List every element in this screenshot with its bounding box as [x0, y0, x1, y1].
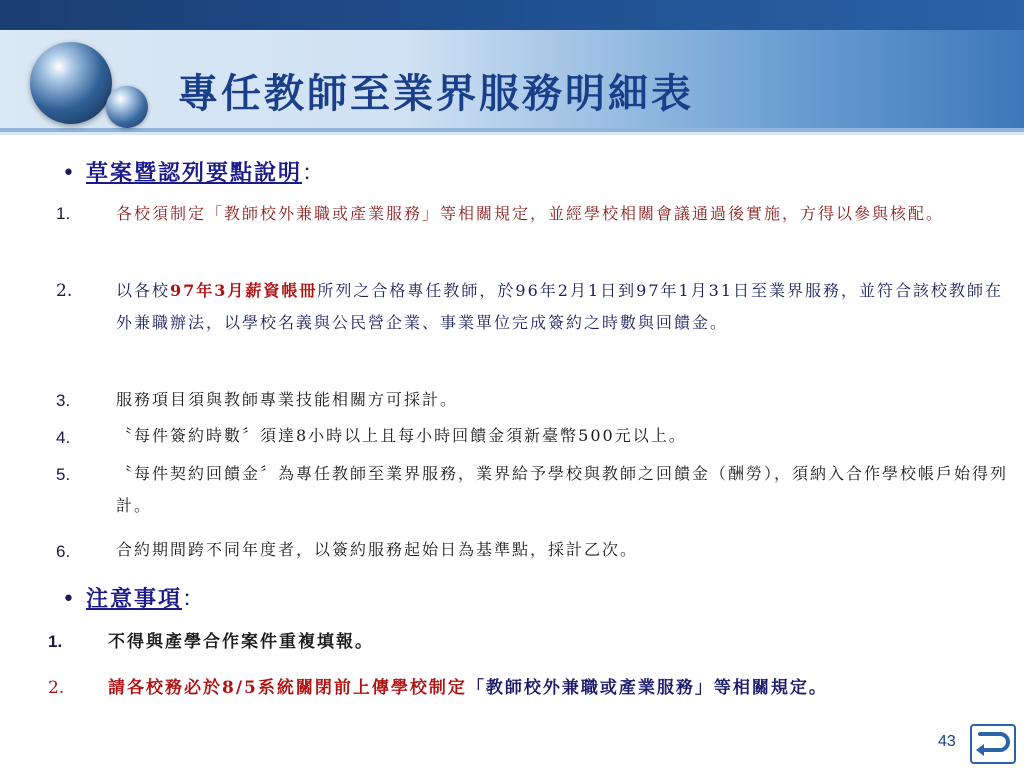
- slide-header: [0, 0, 1024, 135]
- back-button[interactable]: [970, 724, 1016, 764]
- item-number: 1.: [56, 204, 71, 223]
- section-heading-label: 注意事項: [86, 586, 183, 612]
- note-number: 1.: [48, 632, 63, 651]
- return-arrow-icon: [972, 726, 1014, 762]
- section-heading-notes: [62, 582, 204, 613]
- note-text-blue: 「教師校外兼職或產業服務」等相關規定。: [466, 678, 828, 698]
- decorative-orb-large: [30, 42, 112, 124]
- item-number: 4.: [56, 428, 71, 447]
- list-item: 各校須制定「教師校外兼職或產業服務」等相關規定，並經學校相關會議通過後實施，方得以參與核配。: [116, 204, 945, 223]
- item-number: 3.: [56, 391, 71, 410]
- header-top-bar: [0, 0, 1024, 30]
- header-divider: [0, 128, 1024, 132]
- list-item: 〝每件契約回饋金〞為專任教師至業界服務，業界給予學校與教師之回饋金（酬勞），須納入合作學校帳戶始得列計。: [116, 464, 1009, 515]
- item-number: 2.: [56, 281, 73, 301]
- section-heading-label: 草案暨認列要點說明: [86, 160, 303, 186]
- note-number: 2.: [48, 678, 65, 698]
- item-number: 5.: [56, 465, 71, 484]
- list-item: 合約期間跨不同年度者，以簽約服務起始日為基準點，採計乙次。: [116, 540, 639, 559]
- section-heading-colon: ：: [302, 161, 325, 186]
- section-heading-colon: ：: [182, 587, 205, 612]
- item-text-post: 所列之合格專任教師，於96年2月1日到97年1月31日至業界服務，並符合該校教師在外兼職辦法，以學校名義與公民營企業、事業單位完成簽約之時數與回饋金。: [116, 281, 1004, 332]
- list-item: 〝每件簽約時數〞須達8小時以上且每小時回饋金須新臺幣500元以上。: [116, 426, 687, 445]
- slide-title: 專任教師至業界服務明細表: [178, 70, 694, 117]
- note-text-red: 請各校務必於8/5系統關閉前上傳學校制定: [108, 678, 467, 698]
- section-heading-guidelines: [62, 156, 324, 187]
- item-text-highlight: 97年3月薪資帳冊: [170, 281, 318, 300]
- item-text-pre: 以各校: [116, 281, 171, 300]
- note-item: [108, 670, 998, 706]
- bullet-dot: •: [62, 161, 75, 186]
- decorative-orb-small: [106, 86, 148, 128]
- note-item: 不得與產學合作案件重複填報。: [108, 632, 374, 652]
- item-number: 6.: [56, 542, 71, 561]
- bullet-dot: •: [62, 587, 75, 612]
- page-number: 43: [938, 733, 956, 750]
- list-item: 服務項目須與教師專業技能相關方可採計。: [116, 390, 459, 409]
- list-item: [116, 275, 1016, 339]
